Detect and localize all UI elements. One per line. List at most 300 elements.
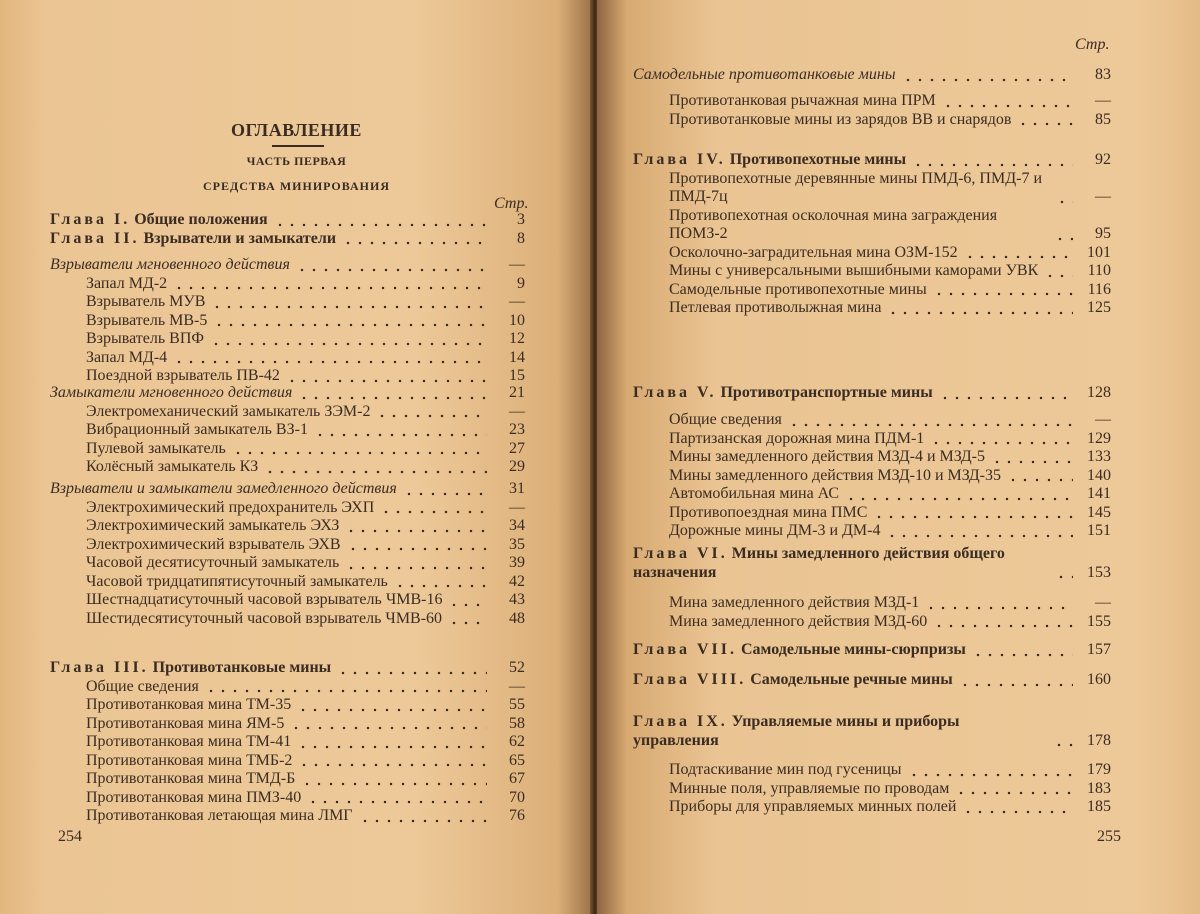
toc-entry-item[interactable] — [50, 517, 525, 536]
toc-entry-item[interactable] — [633, 111, 1111, 130]
entry-page-number: 12 — [509, 330, 525, 347]
entry-title — [86, 752, 292, 771]
entry-text: Взрыватели и замыкатели — [143, 229, 337, 247]
entry-title — [633, 66, 896, 85]
dot-leader — [887, 305, 1073, 315]
left-page — [0, 0, 593, 914]
chapter-label: Глава I. — [50, 211, 131, 228]
dot-leader — [902, 72, 1073, 82]
entry-text: Самодельные противопехотные мины — [669, 280, 927, 298]
toc-entry-item[interactable] — [50, 367, 525, 386]
dot-leader — [912, 157, 1073, 167]
entry-text: Взрыватель МВ-5 — [86, 311, 208, 329]
page-number: 255 — [1097, 828, 1121, 845]
entry-text: Запал МД-4 — [86, 348, 168, 366]
toc-entry-item[interactable] — [633, 411, 1111, 430]
dot-leader — [908, 767, 1073, 777]
entry-page-number: 101 — [1087, 243, 1111, 261]
entry-text: Электромеханический замыкатель ЗЭМ-2 — [86, 402, 371, 420]
entry-page-number: 3 — [517, 211, 525, 228]
toc-entry-item[interactable] — [633, 207, 1111, 244]
entry-text: Противотанковая мина ЯМ-5 — [86, 714, 285, 732]
entry-text: Петлевая противолыжная мина — [669, 299, 882, 316]
entry-title — [86, 367, 280, 386]
dot-leader — [342, 235, 487, 245]
chapter-label: Глава III. — [50, 659, 149, 676]
entry-text: Управляемые мины и приборы управления — [633, 713, 960, 749]
entry-page-number: 129 — [1087, 429, 1111, 447]
entry-text: Самодельные противотанковые мины — [633, 66, 896, 83]
entry-title — [669, 594, 919, 613]
toc-entry-item[interactable] — [50, 349, 525, 368]
toc-group — [633, 761, 1111, 817]
toc-entry-item[interactable] — [633, 594, 1111, 613]
entry-title — [50, 384, 292, 403]
entry-title — [86, 458, 258, 477]
entry-text: Общие положения — [134, 211, 268, 228]
toc-entry-item[interactable] — [50, 421, 525, 440]
dot-leader — [788, 417, 1073, 427]
toc-entry-item[interactable] — [50, 770, 525, 789]
toc-entry-item[interactable] — [50, 458, 525, 477]
entry-text: Противотанковая летающая мина ЛМГ — [86, 807, 353, 824]
entry-page-number: 14 — [509, 348, 525, 366]
entry-title — [86, 517, 339, 536]
entry-text: Партизанская дорожная мина ПДМ-1 — [669, 429, 925, 447]
entry-title — [669, 111, 1011, 130]
entry-text: Вибрационный замыкатель ВЗ-1 — [86, 421, 308, 438]
entry-text: Шестидесятисуточный часовой взрыватель ЧМВ-60 — [86, 609, 443, 627]
dot-leader — [1056, 194, 1073, 204]
entry-text: Мины замедленного действия МЗД-4 и МЗД-5 — [669, 448, 986, 465]
dot-leader — [286, 373, 487, 383]
entry-title — [669, 92, 936, 111]
toc-entry-item[interactable] — [50, 715, 525, 734]
entry-page-number: 35 — [509, 535, 525, 553]
toc-entry-chapter[interactable] — [633, 671, 1111, 690]
entry-title — [669, 504, 867, 523]
part-name: СРЕДСТВА МИНИРОВАНИЯ — [202, 179, 390, 193]
entry-page-number: 157 — [1087, 641, 1111, 658]
dot-leader — [298, 757, 487, 767]
toc-entry-item[interactable] — [633, 170, 1111, 207]
dot-leader — [873, 509, 1073, 519]
toc-entry-item[interactable] — [633, 281, 1111, 300]
entry-title — [669, 448, 985, 467]
entry-page-number: 21 — [509, 384, 525, 401]
entry-title — [669, 430, 924, 449]
dot-leader — [376, 408, 487, 418]
dot-leader — [1007, 472, 1073, 482]
entry-text: Общие сведения — [86, 677, 199, 695]
entry-title — [50, 211, 268, 230]
entry-page-number: 110 — [1087, 262, 1111, 279]
toc-entry-item[interactable] — [50, 275, 525, 294]
dot-leader — [939, 390, 1073, 400]
dot-leader — [933, 286, 1073, 296]
entry-title — [86, 573, 388, 592]
entry-page-number: 133 — [1087, 448, 1111, 465]
part-title: ЧАСТЬ ПЕРВАЯ — [246, 154, 347, 168]
dot-leader — [173, 280, 487, 290]
toc-group — [50, 256, 525, 386]
toc-entry-item[interactable] — [50, 678, 525, 697]
entry-text: Противотранспортные мины — [720, 384, 933, 401]
entry-text: Шестнадцатисуточный часовой взрыватель ЧМВ-16 — [86, 591, 443, 608]
page-number: 254 — [58, 828, 82, 845]
entry-title — [50, 480, 397, 499]
entry-page-number: 58 — [509, 714, 525, 732]
entry-title — [86, 770, 295, 789]
entry-title — [86, 440, 226, 459]
toc-entry-item[interactable] — [633, 299, 1111, 318]
entry-text: Противопехотные мины — [729, 151, 907, 168]
dot-leader — [942, 98, 1073, 108]
entry-title — [50, 230, 336, 249]
entry-text: Замыкатели мгновенного действия — [50, 384, 293, 401]
toc-group — [633, 545, 1111, 582]
toc-entry-chapter[interactable] — [633, 641, 1111, 660]
entry-title — [669, 244, 958, 263]
toc-entry-item[interactable] — [633, 522, 1111, 541]
dot-leader — [925, 600, 1073, 610]
entry-page-number: 178 — [1087, 731, 1111, 749]
entry-text: Часовой тридцатипятисуточный замыкатель — [86, 572, 388, 590]
toc-group — [50, 480, 525, 628]
toc-group — [633, 641, 1111, 660]
entry-page-number: — — [1095, 594, 1111, 611]
entry-title — [86, 733, 291, 752]
entry-page-number: — — [1095, 411, 1111, 428]
entry-text: Поездной взрыватель ПВ-42 — [86, 367, 280, 384]
entry-page-number: 48 — [509, 609, 525, 627]
toc-group — [633, 151, 1111, 318]
entry-page-number: — — [509, 677, 525, 695]
chapter-label: Глава IV. — [633, 151, 726, 168]
entry-page-number: 92 — [1095, 151, 1111, 168]
toc-entry-item[interactable] — [50, 573, 525, 592]
dot-leader — [347, 541, 487, 551]
dot-leader — [962, 804, 1073, 814]
toc-entry-item[interactable] — [50, 403, 525, 422]
dot-leader — [264, 464, 487, 474]
toc-entry-section[interactable] — [50, 256, 525, 275]
toc-group — [633, 594, 1111, 631]
dot-leader — [930, 435, 1073, 445]
entry-page-number: 128 — [1087, 384, 1111, 401]
toc-entry-chapter[interactable] — [633, 151, 1111, 170]
entry-page-number: 62 — [509, 733, 525, 750]
toc-entry-item[interactable] — [633, 430, 1111, 449]
dot-leader — [380, 504, 487, 514]
entry-page-number: 145 — [1087, 503, 1111, 521]
toc-entry-item[interactable] — [50, 536, 525, 555]
toc-entry-item[interactable] — [50, 696, 525, 715]
chapter-label: Глава IX. — [633, 713, 728, 730]
entry-title — [633, 545, 1049, 582]
entry-title — [669, 281, 927, 300]
entry-text: Противотанковые мины — [152, 659, 332, 676]
chapter-label: Глава VI. — [633, 545, 728, 562]
toc-entry-chapter[interactable] — [633, 545, 1111, 582]
dot-leader — [448, 615, 487, 625]
entry-text: Мины замедленного действия общего назначения — [633, 545, 1005, 581]
toc-entry-item[interactable] — [633, 504, 1111, 523]
entry-page-number: 83 — [1095, 66, 1111, 83]
entry-text: Взрыватели мгновенного действия — [50, 256, 290, 273]
entry-title — [86, 807, 353, 826]
dot-leader — [307, 794, 487, 804]
entry-title — [86, 349, 167, 368]
entry-text: Подтаскивание мин под гусеницы — [669, 761, 902, 778]
dot-leader — [394, 578, 487, 588]
toc-entry-item[interactable] — [633, 798, 1111, 817]
entry-page-number: 23 — [509, 421, 525, 438]
entry-page-number: — — [509, 498, 525, 516]
entry-title — [50, 659, 331, 678]
dot-leader — [403, 486, 487, 496]
dot-leader — [232, 445, 487, 455]
toc-entry-section[interactable] — [50, 480, 525, 499]
entry-page-number: 39 — [509, 554, 525, 571]
toc-entry-item[interactable] — [50, 752, 525, 771]
chapter-label: Глава VIII. — [633, 671, 747, 688]
entry-title — [669, 207, 1048, 244]
toc-entry-item[interactable] — [50, 789, 525, 808]
entry-title — [86, 421, 308, 440]
heading-rule — [272, 145, 324, 147]
entry-page-number: 155 — [1087, 612, 1111, 630]
entry-page-number: 15 — [509, 367, 525, 384]
dot-leader — [955, 785, 1073, 795]
entry-page-number: 141 — [1087, 485, 1111, 502]
entry-text: Запал МД-2 — [86, 274, 168, 292]
toc-entry-item[interactable] — [50, 312, 525, 331]
entry-page-number: 34 — [509, 517, 525, 534]
dot-leader — [290, 720, 487, 730]
entry-text: Пулевой замыкатель — [86, 439, 226, 457]
dot-leader — [933, 618, 1073, 628]
entry-text: Автомобильная мина АС — [669, 485, 840, 502]
chapter-label: Глава VII. — [633, 641, 737, 658]
toc-entry-item[interactable] — [633, 613, 1111, 632]
toc-entry-item[interactable] — [633, 244, 1111, 263]
entry-page-number: 10 — [509, 311, 525, 329]
dot-leader — [274, 217, 487, 227]
entry-page-number: 85 — [1095, 110, 1111, 128]
dot-leader — [1054, 231, 1073, 241]
dot-leader — [210, 336, 487, 346]
toc-group — [633, 92, 1111, 129]
entry-title — [86, 275, 167, 294]
entry-title — [86, 536, 341, 555]
entry-text: Мина замедленного действия МЗД-1 — [669, 594, 920, 611]
entry-text: Противотанковая мина ТМ-41 — [86, 733, 292, 750]
entry-page-number: 42 — [509, 572, 525, 590]
toc-entry-item[interactable] — [633, 467, 1111, 486]
toc-entry-item[interactable] — [50, 610, 525, 629]
entry-page-number: 160 — [1087, 671, 1111, 688]
toc-entry-chapter[interactable] — [633, 384, 1111, 403]
entry-title — [86, 499, 374, 518]
entry-page-number: — — [1095, 188, 1111, 205]
entry-page-number: 95 — [1095, 225, 1111, 242]
dot-leader — [301, 776, 487, 786]
dot-leader — [297, 739, 487, 749]
entry-page-number: — — [1095, 92, 1111, 109]
toc-entry-item[interactable] — [633, 761, 1111, 780]
entry-text: Противопехотные деревянные мины ПМД-6, ПМД-7 и ПМД-7ц — [669, 169, 1043, 205]
dot-leader — [211, 299, 487, 309]
chapter-label: Глава V. — [633, 384, 717, 401]
entry-title — [633, 384, 933, 403]
toc-entry-item[interactable] — [633, 485, 1111, 504]
entry-title — [86, 554, 339, 573]
toc-entry-item[interactable] — [633, 262, 1111, 281]
toc-group — [50, 659, 525, 826]
toc-entry-item[interactable] — [50, 733, 525, 752]
entry-title — [669, 299, 881, 318]
dot-leader — [1044, 268, 1073, 278]
entry-page-number: — — [509, 256, 525, 273]
entry-title — [669, 411, 782, 430]
toc-group — [633, 671, 1111, 690]
entry-text: Электрохимический замыкатель ЭХЗ — [86, 517, 340, 534]
entry-text: Взрыватель МУВ — [86, 293, 206, 310]
entry-title — [86, 696, 291, 715]
entry-text: Приборы для управляемых минных полей — [669, 798, 957, 815]
entry-page-number: 125 — [1087, 299, 1111, 316]
entry-title — [50, 256, 290, 275]
entry-page-number: 140 — [1087, 466, 1111, 484]
entry-text: Противотанковая мина ТМД-Б — [86, 770, 296, 787]
entry-title — [86, 678, 199, 697]
entry-text: Противотанковая рычажная мина ПРМ — [669, 92, 936, 109]
entry-title — [669, 798, 956, 817]
entry-title — [86, 789, 301, 808]
toc-entry-section[interactable] — [50, 384, 525, 403]
toc-entry-chapter[interactable] — [50, 230, 525, 249]
entry-title — [633, 713, 1047, 750]
entry-text: Противотанковые мины из зарядов ВВ и снарядов — [669, 110, 1012, 128]
entry-page-number: 52 — [509, 659, 525, 676]
page-column-label: Стр. — [494, 195, 529, 212]
entry-text: Взрыватели и замыкатели замедленного действия — [50, 480, 397, 497]
entry-text: Общие сведения — [669, 411, 782, 428]
entry-page-number: 179 — [1087, 761, 1111, 778]
entry-text: Взрыватель ВПФ — [86, 330, 205, 347]
toc-entry-chapter[interactable] — [50, 659, 525, 678]
entry-title — [669, 613, 927, 632]
toc-group — [50, 384, 525, 477]
toc-group — [50, 211, 525, 248]
entry-text: Мина замедленного действия МЗД-60 — [669, 612, 928, 630]
toc-entry-item[interactable] — [633, 92, 1111, 111]
entry-title — [633, 151, 906, 170]
entry-text: Самодельные речные мины — [750, 671, 953, 688]
entry-page-number: 151 — [1087, 522, 1111, 539]
dot-leader — [845, 491, 1073, 501]
toc-entry-item[interactable] — [50, 807, 525, 826]
dot-leader — [314, 427, 487, 437]
entry-text: Противотанковая мина ТМ-35 — [86, 696, 292, 713]
entry-page-number: 29 — [509, 458, 525, 475]
toc-entry-section[interactable] — [633, 66, 1111, 85]
entry-page-number: 70 — [509, 788, 525, 806]
entry-title — [86, 403, 370, 422]
entry-title — [669, 262, 1038, 281]
entry-page-number: 43 — [509, 591, 525, 608]
entry-text: Дорожные мины ДМ-3 и ДМ-4 — [669, 522, 881, 539]
right-page — [597, 0, 1200, 914]
entry-text: Электрохимический предохранитель ЭХП — [86, 498, 375, 516]
toc-entry-item[interactable] — [50, 293, 525, 312]
toc-entry-item[interactable] — [633, 448, 1111, 467]
entry-page-number: 8 — [517, 229, 525, 247]
entry-page-number: 116 — [1087, 280, 1111, 298]
dot-leader — [1055, 569, 1073, 579]
entry-page-number: 9 — [517, 274, 525, 292]
dot-leader — [959, 677, 1073, 687]
dot-leader — [205, 683, 487, 693]
entry-text: Противопехотная осколочная мина заграждения ПОМЗ-2 — [669, 206, 998, 242]
toc-entry-item[interactable] — [50, 330, 525, 349]
toc-group — [633, 66, 1111, 85]
entry-page-number: 67 — [509, 770, 525, 787]
toc-entry-chapter[interactable] — [633, 713, 1111, 750]
entry-page-number: 65 — [509, 751, 525, 769]
entry-text: Мины с универсальными вышибными каморами УВК — [669, 262, 1039, 279]
entry-page-number: 55 — [509, 696, 525, 713]
entry-title — [86, 715, 284, 734]
entry-text: Часовой десятисуточный замыкатель — [86, 554, 340, 571]
entry-text: Противотанковая мина ПМЗ-40 — [86, 788, 302, 806]
toc-heading: ОГЛАВЛЕНИЕ — [231, 120, 362, 140]
toc-entry-item[interactable] — [50, 591, 525, 610]
entry-page-number: 27 — [509, 439, 525, 457]
chapter-label: Глава II. — [50, 229, 140, 247]
dot-leader — [1053, 737, 1073, 747]
toc-entry-item[interactable] — [50, 554, 525, 573]
entry-page-number: 153 — [1087, 563, 1111, 581]
entry-title — [86, 330, 204, 349]
entry-page-number: 185 — [1087, 798, 1111, 815]
entry-page-number: 31 — [509, 480, 525, 497]
toc-group — [633, 384, 1111, 403]
entry-page-number: — — [509, 402, 525, 420]
dot-leader — [345, 523, 487, 533]
entry-title — [633, 641, 966, 660]
entry-title — [669, 467, 1001, 486]
entry-title — [669, 780, 949, 799]
entry-text: Колёсный замыкатель КЗ — [86, 458, 259, 475]
entry-title — [669, 170, 1050, 207]
dot-leader — [296, 262, 487, 272]
entry-text: Противотанковая мина ТМБ-2 — [86, 751, 293, 769]
toc-entry-item[interactable] — [633, 780, 1111, 799]
dot-leader — [972, 647, 1073, 657]
entry-page-number: — — [509, 293, 525, 310]
toc-entry-chapter[interactable] — [50, 211, 525, 230]
page-column-label: Стр. — [1075, 36, 1110, 53]
dot-leader — [345, 560, 487, 570]
entry-title — [86, 312, 207, 331]
entry-title — [86, 293, 205, 312]
entry-text: Осколочно-заградительная мина ОЗМ-152 — [669, 243, 958, 261]
dot-leader — [991, 454, 1073, 464]
toc-entry-item[interactable] — [50, 440, 525, 459]
toc-entry-item[interactable] — [50, 499, 525, 518]
